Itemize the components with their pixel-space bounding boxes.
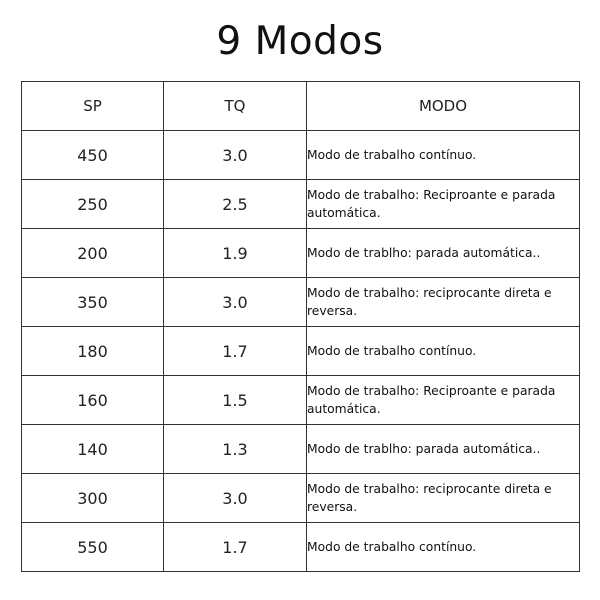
table-row — [22, 229, 580, 278]
cell-modo: Modo de trabalho: reciprocante direta e reversa. — [307, 278, 580, 327]
cell-sp: 200 — [22, 229, 164, 278]
cell-modo: Modo de trablho: parada automática.. — [307, 425, 580, 474]
cell-modo: Modo de trabalho contínuo. — [307, 327, 580, 376]
modes-table — [21, 81, 580, 572]
cell-tq: 1.5 — [164, 376, 307, 425]
table-row — [22, 278, 580, 327]
table-row — [22, 180, 580, 229]
page-title: 9 Modos — [216, 19, 384, 64]
cell-modo: Modo de trabalho: Reciproante e parada automática. — [307, 180, 580, 229]
cell-tq: 3.0 — [164, 131, 307, 180]
cell-sp: 350 — [22, 278, 164, 327]
table-row — [22, 523, 580, 572]
cell-tq: 2.5 — [164, 180, 307, 229]
table-header-row — [22, 82, 580, 131]
cell-tq: 1.7 — [164, 327, 307, 376]
cell-sp: 250 — [22, 180, 164, 229]
cell-tq: 1.9 — [164, 229, 307, 278]
cell-modo: Modo de trablho: parada automática.. — [307, 229, 580, 278]
header-tq: TQ — [164, 82, 307, 131]
cell-modo: Modo de trabalho: reciprocante direta e reversa. — [307, 474, 580, 523]
table-row — [22, 474, 580, 523]
header-modo: MODO — [307, 82, 580, 131]
cell-sp: 160 — [22, 376, 164, 425]
cell-tq: 1.3 — [164, 425, 307, 474]
table-row — [22, 327, 580, 376]
cell-sp: 450 — [22, 131, 164, 180]
cell-modo: Modo de trabalho contínuo. — [307, 523, 580, 572]
cell-modo: Modo de trabalho: Reciproante e parada automática. — [307, 376, 580, 425]
table-row — [22, 425, 580, 474]
cell-sp: 180 — [22, 327, 164, 376]
header-sp: SP — [22, 82, 164, 131]
table-row — [22, 376, 580, 425]
table-row — [22, 131, 580, 180]
cell-modo: Modo de trabalho contínuo. — [307, 131, 580, 180]
cell-tq: 1.7 — [164, 523, 307, 572]
cell-tq: 3.0 — [164, 474, 307, 523]
cell-sp: 300 — [22, 474, 164, 523]
cell-sp: 550 — [22, 523, 164, 572]
cell-sp: 140 — [22, 425, 164, 474]
cell-tq: 3.0 — [164, 278, 307, 327]
